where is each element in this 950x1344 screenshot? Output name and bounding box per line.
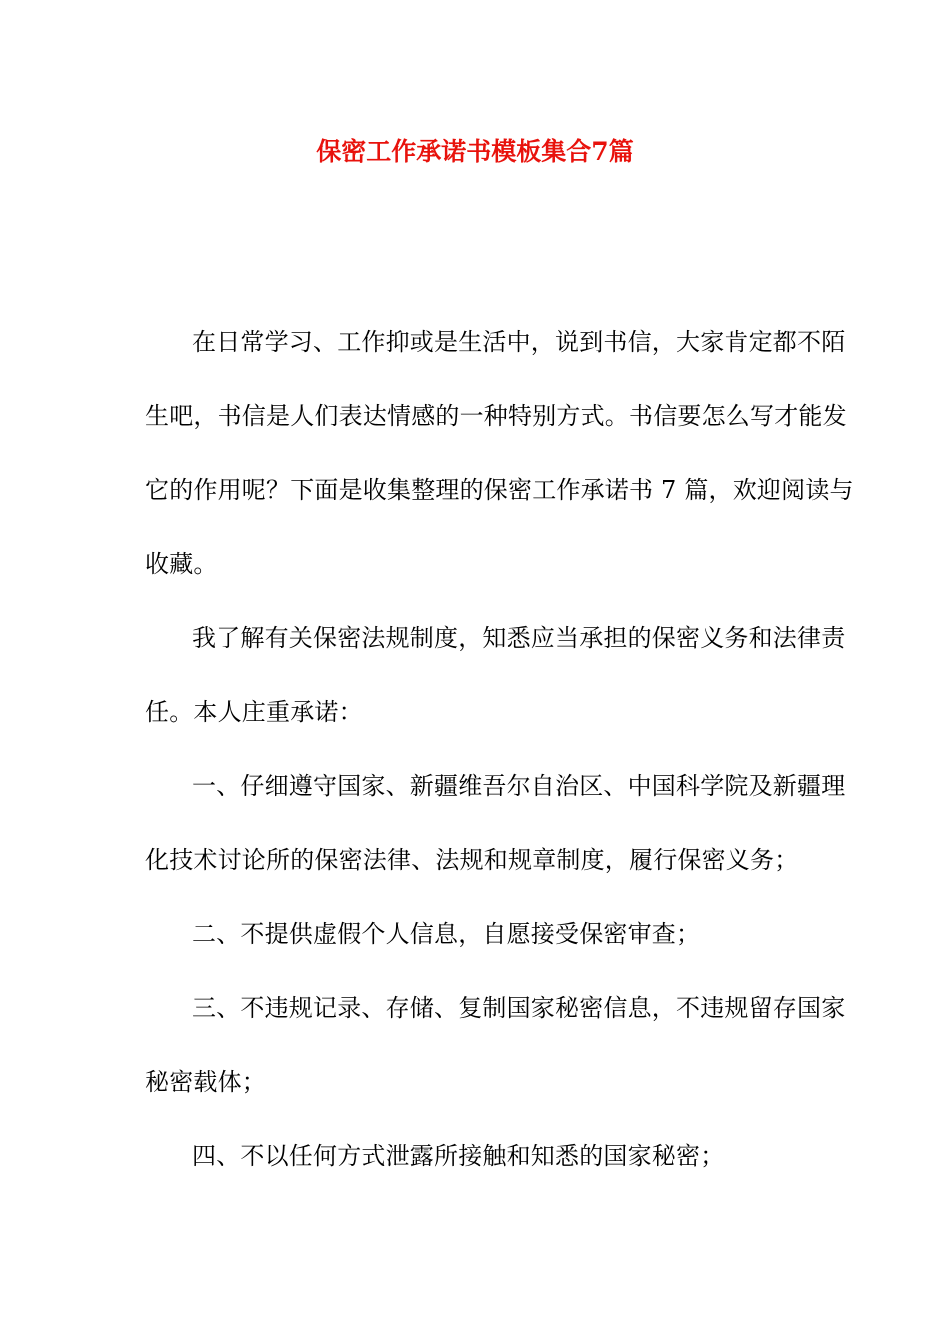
- paragraph-line-2: 生吧，书信是人们表达情感的一种特别方式。书信要怎么写才能发: [145, 402, 847, 430]
- paragraph-line-5: 我了解有关保密法规制度，知悉应当承担的保密义务和法律责: [192, 624, 846, 652]
- paragraph-line-4: 收藏。: [145, 550, 218, 578]
- paragraph-line-6: 任。本人庄重承诺：: [145, 698, 363, 726]
- paragraph-line-7: 一、仔细遵守国家、新疆维吾尔自治区、中国科学院及新疆理: [192, 772, 846, 800]
- paragraph-line-1: 在日常学习、工作抑或是生活中，说到书信，大家肯定都不陌: [192, 328, 846, 356]
- paragraph-line-10: 三、不违规记录、存储、复制国家秘密信息，不违规留存国家: [192, 994, 846, 1022]
- paragraph-line-9: 二、不提供虚假个人信息，自愿接受保密审查；: [192, 920, 701, 948]
- document-title: 保密工作承诺书模板集合7篇: [316, 137, 634, 166]
- paragraph-line-11: 秘密载体；: [145, 1068, 266, 1096]
- paragraph-line-12: 四、不以任何方式泄露所接触和知悉的国家秘密；: [192, 1142, 725, 1170]
- paragraph-line-3: 它的作用呢？下面是收集整理的保密工作承诺书 7 篇，欢迎阅读与: [145, 476, 854, 504]
- paragraph-line-8: 化技术讨论所的保密法律、法规和规章制度，履行保密义务；: [145, 846, 799, 874]
